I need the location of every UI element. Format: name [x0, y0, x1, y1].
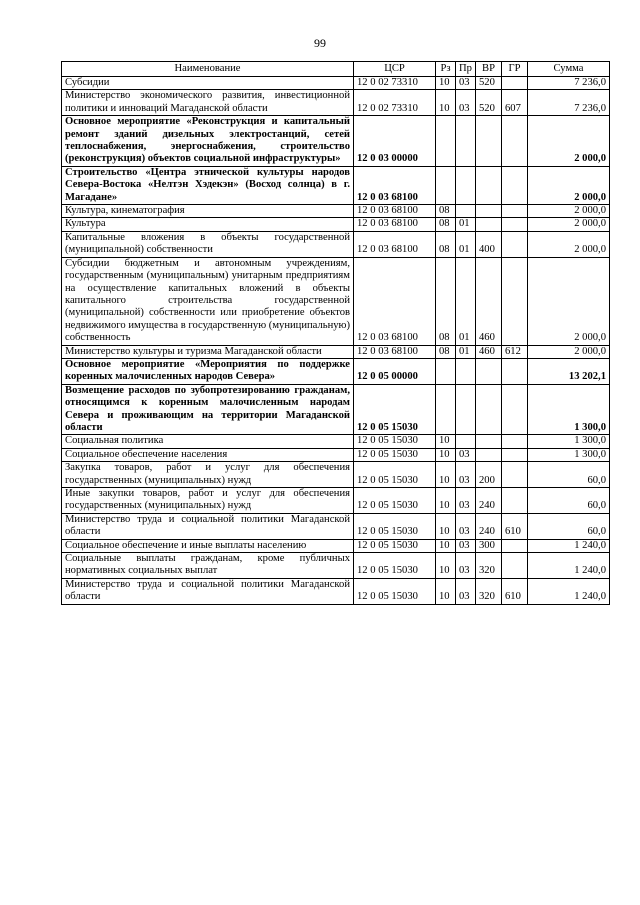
cell-vr	[476, 205, 502, 218]
cell-csr: 12 0 03 68100	[354, 345, 436, 358]
cell-vr: 240	[476, 513, 502, 539]
cell-vr: 460	[476, 257, 502, 345]
cell-gr: 610	[502, 513, 528, 539]
table-row	[62, 384, 610, 435]
cell-sum: 1 240,0	[528, 553, 610, 579]
cell-csr: 12 0 03 68100	[354, 218, 436, 231]
cell-name: Закупка товаров, работ и услуг для обеспечения государственных (муниципальных) нужд	[62, 462, 354, 488]
cell-pr	[456, 384, 476, 435]
header-gr: ГР	[502, 62, 528, 77]
cell-sum: 1 240,0	[528, 539, 610, 552]
cell-sum: 7 236,0	[528, 90, 610, 116]
cell-csr: 12 0 03 68100	[354, 257, 436, 345]
cell-rz: 10	[436, 488, 456, 514]
cell-name: Министерство труда и социальной политики Магаданской области	[62, 513, 354, 539]
table-row	[62, 488, 610, 514]
cell-gr	[502, 435, 528, 448]
cell-rz: 10	[436, 513, 456, 539]
cell-gr	[502, 218, 528, 231]
cell-csr: 12 0 02 73310	[354, 90, 436, 116]
cell-vr	[476, 358, 502, 384]
cell-vr: 520	[476, 77, 502, 90]
header-rz: Рз	[436, 62, 456, 77]
cell-vr	[476, 384, 502, 435]
cell-gr	[502, 448, 528, 461]
cell-gr	[502, 384, 528, 435]
cell-vr	[476, 166, 502, 204]
cell-sum: 60,0	[528, 488, 610, 514]
cell-pr	[456, 358, 476, 384]
cell-csr: 12 0 05 15030	[354, 513, 436, 539]
cell-name: Основное мероприятие «Реконструкция и капитальный ремонт зданий дизельных электростанций, сетей теплоснабжения, энергоснабжения, строительство (реконструкция) объектов социальной инфраструктуры»	[62, 116, 354, 167]
cell-csr: 12 0 05 15030	[354, 384, 436, 435]
table-row	[62, 90, 610, 116]
cell-vr: 200	[476, 462, 502, 488]
header-csr: ЦСР	[354, 62, 436, 77]
cell-gr	[502, 231, 528, 257]
cell-pr: 03	[456, 462, 476, 488]
cell-csr: 12 0 05 00000	[354, 358, 436, 384]
cell-rz: 10	[436, 462, 456, 488]
cell-csr: 12 0 05 15030	[354, 462, 436, 488]
cell-vr: 520	[476, 90, 502, 116]
table-row	[62, 231, 610, 257]
cell-rz: 10	[436, 553, 456, 579]
cell-name: Культура	[62, 218, 354, 231]
cell-sum: 2 000,0	[528, 231, 610, 257]
cell-rz: 10	[436, 90, 456, 116]
table-row	[62, 539, 610, 552]
table-row	[62, 513, 610, 539]
cell-pr: 01	[456, 218, 476, 231]
cell-rz	[436, 116, 456, 167]
header-pr: Пр	[456, 62, 476, 77]
table-row	[62, 553, 610, 579]
table-header	[62, 62, 610, 77]
cell-sum: 1 300,0	[528, 448, 610, 461]
table-row	[62, 435, 610, 448]
cell-name: Министерство труда и социальной политики Магаданской области	[62, 578, 354, 604]
cell-rz: 10	[436, 578, 456, 604]
cell-rz	[436, 384, 456, 435]
cell-rz: 08	[436, 231, 456, 257]
cell-pr: 01	[456, 345, 476, 358]
table-row	[62, 257, 610, 345]
table-row	[62, 218, 610, 231]
cell-csr: 12 0 03 68100	[354, 205, 436, 218]
cell-pr: 03	[456, 77, 476, 90]
cell-sum: 2 000,0	[528, 166, 610, 204]
cell-rz: 08	[436, 345, 456, 358]
cell-sum: 1 300,0	[528, 384, 610, 435]
cell-gr	[502, 77, 528, 90]
cell-gr	[502, 166, 528, 204]
cell-vr: 300	[476, 539, 502, 552]
cell-csr: 12 0 05 15030	[354, 435, 436, 448]
cell-csr: 12 0 05 15030	[354, 488, 436, 514]
cell-gr: 610	[502, 578, 528, 604]
cell-pr	[456, 116, 476, 167]
cell-gr	[502, 358, 528, 384]
cell-gr: 612	[502, 345, 528, 358]
cell-csr: 12 0 03 00000	[354, 116, 436, 167]
cell-name: Министерство культуры и туризма Магаданской области	[62, 345, 354, 358]
cell-rz: 10	[436, 448, 456, 461]
cell-rz: 08	[436, 205, 456, 218]
cell-vr: 240	[476, 488, 502, 514]
cell-name: Министерство экономического развития, инвестиционной политики и инноваций Магаданской области	[62, 90, 354, 116]
cell-sum: 2 000,0	[528, 205, 610, 218]
cell-pr: 03	[456, 513, 476, 539]
cell-csr: 12 0 03 68100	[354, 231, 436, 257]
page-number: 99	[314, 36, 326, 50]
cell-csr: 12 0 05 15030	[354, 553, 436, 579]
cell-gr	[502, 205, 528, 218]
table-row	[62, 578, 610, 604]
cell-pr: 03	[456, 539, 476, 552]
header-sum: Сумма	[528, 62, 610, 77]
cell-rz: 10	[436, 435, 456, 448]
cell-sum: 2 000,0	[528, 116, 610, 167]
header-row	[62, 62, 610, 77]
cell-sum: 60,0	[528, 513, 610, 539]
cell-vr	[476, 435, 502, 448]
cell-sum: 1 240,0	[528, 578, 610, 604]
table-row	[62, 358, 610, 384]
cell-gr	[502, 539, 528, 552]
cell-pr	[456, 435, 476, 448]
cell-name: Субсидии бюджетным и автономным учреждениям, государственным (муниципальным) унитарным предприятиям на осуществление капитальных вложений в объекты капитального строительства государственной (муниципальной) собственности или приобретение объектов недвижимого имущества в государственную (муниципальную) собственность	[62, 257, 354, 345]
cell-name: Субсидии	[62, 77, 354, 90]
cell-name: Социальное обеспечение и иные выплаты населению	[62, 539, 354, 552]
table-row	[62, 77, 610, 90]
cell-gr	[502, 488, 528, 514]
cell-sum: 2 000,0	[528, 218, 610, 231]
cell-name: Иные закупки товаров, работ и услуг для обеспечения государственных (муниципальных) нужд	[62, 488, 354, 514]
cell-rz	[436, 166, 456, 204]
cell-vr: 320	[476, 553, 502, 579]
cell-name: Социальные выплаты гражданам, кроме публичных нормативных социальных выплат	[62, 553, 354, 579]
cell-rz: 10	[436, 77, 456, 90]
cell-vr	[476, 448, 502, 461]
table-row	[62, 448, 610, 461]
cell-name: Возмещение расходов по зубопротезированию гражданам, относящимся к коренным малочисленным народам Севера и проживающим на территории Магаданской области	[62, 384, 354, 435]
cell-name: Капитальные вложения в объекты государственной (муниципальной) собственности	[62, 231, 354, 257]
cell-rz: 08	[436, 257, 456, 345]
cell-pr	[456, 205, 476, 218]
cell-name: Социальная политика	[62, 435, 354, 448]
cell-vr: 460	[476, 345, 502, 358]
table-body	[62, 77, 610, 605]
cell-pr	[456, 166, 476, 204]
cell-name: Основное мероприятие «Мероприятия по поддержке коренных малочисленных народов Севера»	[62, 358, 354, 384]
cell-gr: 607	[502, 90, 528, 116]
table-row	[62, 166, 610, 204]
cell-vr: 400	[476, 231, 502, 257]
cell-gr	[502, 553, 528, 579]
cell-gr	[502, 257, 528, 345]
table-row	[62, 205, 610, 218]
budget-table	[61, 61, 610, 605]
table-row	[62, 462, 610, 488]
cell-sum: 2 000,0	[528, 345, 610, 358]
cell-pr: 03	[456, 448, 476, 461]
cell-pr: 03	[456, 553, 476, 579]
cell-csr: 12 0 05 15030	[354, 448, 436, 461]
cell-rz: 08	[436, 218, 456, 231]
cell-csr: 12 0 05 15030	[354, 578, 436, 604]
cell-name: Строительство «Центра этнической культуры народов Севера-Востока «Нелтэн Хэдекэн» (Восход солнца) в г. Магадане»	[62, 166, 354, 204]
header-vr: ВР	[476, 62, 502, 77]
cell-sum: 60,0	[528, 462, 610, 488]
cell-gr	[502, 116, 528, 167]
cell-gr	[502, 462, 528, 488]
cell-vr: 320	[476, 578, 502, 604]
cell-vr	[476, 116, 502, 167]
table-row	[62, 345, 610, 358]
cell-pr: 01	[456, 257, 476, 345]
cell-csr: 12 0 03 68100	[354, 166, 436, 204]
cell-rz: 10	[436, 539, 456, 552]
cell-csr: 12 0 02 73310	[354, 77, 436, 90]
cell-pr: 01	[456, 231, 476, 257]
cell-pr: 03	[456, 578, 476, 604]
cell-vr	[476, 218, 502, 231]
cell-name: Культура, кинематография	[62, 205, 354, 218]
cell-name: Социальное обеспечение населения	[62, 448, 354, 461]
cell-rz	[436, 358, 456, 384]
cell-pr: 03	[456, 488, 476, 514]
cell-sum: 7 236,0	[528, 77, 610, 90]
cell-sum: 13 202,1	[528, 358, 610, 384]
table-row	[62, 116, 610, 167]
cell-csr: 12 0 05 15030	[354, 539, 436, 552]
cell-pr: 03	[456, 90, 476, 116]
cell-sum: 1 300,0	[528, 435, 610, 448]
header-name: Наименование	[62, 62, 354, 77]
cell-sum: 2 000,0	[528, 257, 610, 345]
